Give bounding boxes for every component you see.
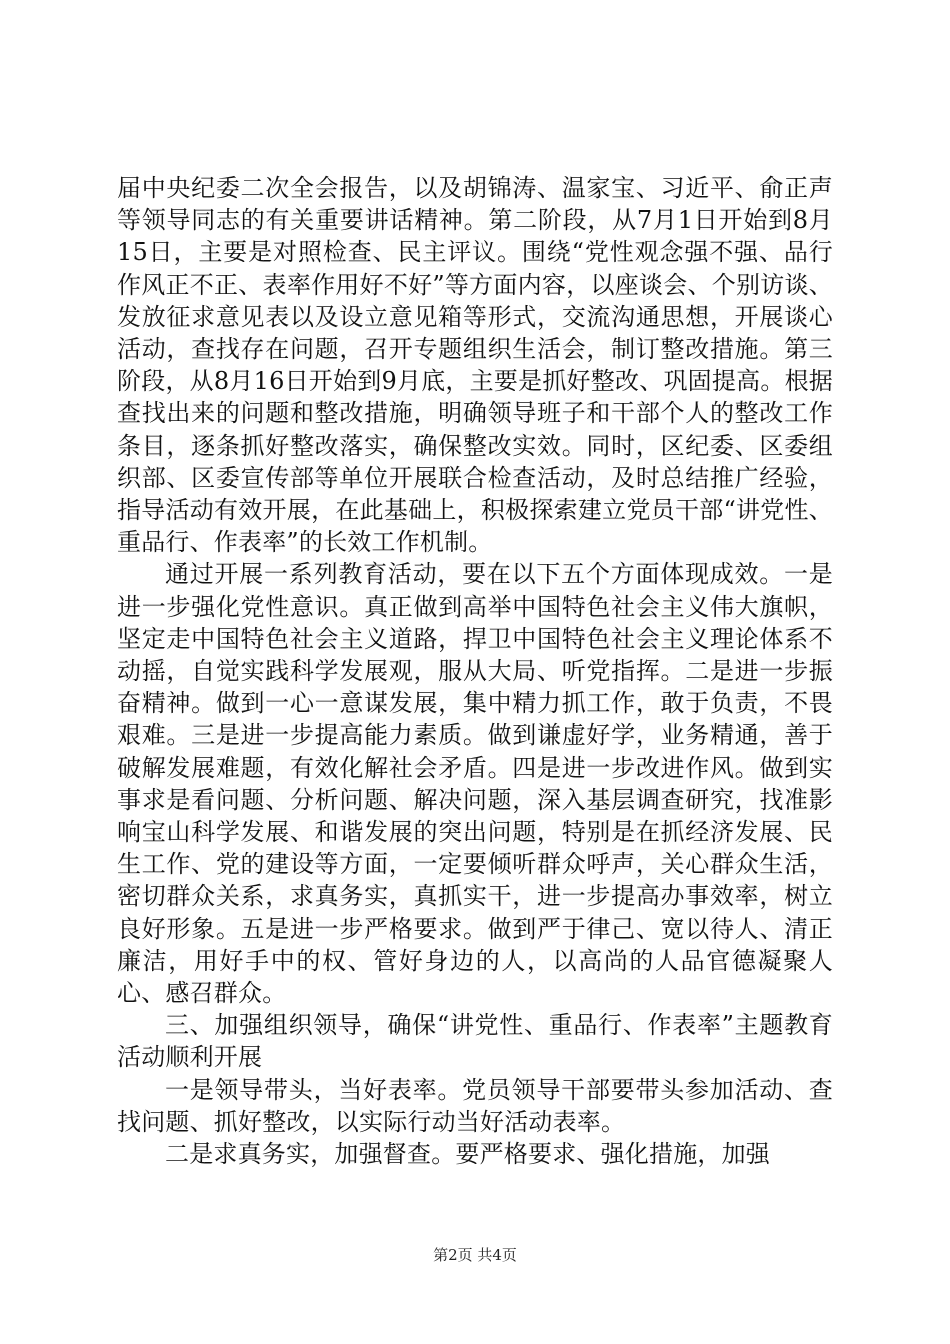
paragraph-4: 一是领导带头，当好表率。党员领导干部要带头参加活动、查找问题、抓好整改，以实际行动当好活动表率。 — [117, 1075, 833, 1136]
page-number-footer: 第2页 共4页 — [433, 1246, 517, 1264]
document-body — [117, 172, 833, 1170]
paragraph-3-section-heading: 三、加强组织领导，确保“讲党性、重品行、作表率”主题教育活动顺利开展 — [117, 1011, 833, 1072]
paragraph-1: 届中央纪委二次全会报告，以及胡锦涛、温家宝、习近平、俞正声等领导同志的有关重要讲话精神。第二阶段，从7月1日开始到8月15日，主要是对照检查、民主评议。围绕“党性观念强不强、品行作风正不正、表率作用好不好”等方面内容，以座谈会、个别访谈、发放征求意见表以及设立意见箱等形式，交流沟通思想，开展谈心活动，查找存在问题，召开专题组织生活会，制订整改措施。第三阶段，从8月16日开始到9月底，主要是抓好整改、巩固提高。根据查找出来的问题和整改措施，明确领导班子和干部个人的整改工作条目，逐条抓好整改落实，确保整改实效。同时，区纪委、区委组织部、区委宣传部等单位开展联合检查活动，及时总结推广经验，指导活动有效开展，在此基础上，积极探索建立党员干部“讲党性、重品行、作表率”的长效工作机制。 — [117, 174, 833, 557]
paragraph-5: 二是求真务实，加强督查。要严格要求、强化措施，加强 — [165, 1140, 770, 1169]
paragraph-2: 通过开展一系列教育活动，要在以下五个方面体现成效。一是进一步强化党性意识。真正做到高举中国特色社会主义伟大旗帜，坚定走中国特色社会主义道路，捍卫中国特色社会主义理论体系不动摇，自觉实践科学发展观，服从大局、听党指挥。二是进一步振奋精神。做到一心一意谋发展，集中精力抓工作，敢于负责，不畏艰难。三是进一步提高能力素质。做到谦虚好学，业务精通，善于破解发展难题，有效化解社会矛盾。四是进一步改进作风。做到实事求是看问题、分析问题、解决问题，深入基层调查研究，找准影响宝山科学发展、和谐发展的突出问题，特别是在抓经济发展、民生工作、党的建设等方面，一定要倾听群众呼声，关心群众生活，密切群众关系，求真务实，真抓实干，进一步提高办事效率，树立良好形象。五是进一步严格要求。做到严于律己、宽以待人、清正廉洁，用好手中的权、管好身边的人，以高尚的人品官德凝聚人心、感召群众。 — [117, 560, 833, 1008]
